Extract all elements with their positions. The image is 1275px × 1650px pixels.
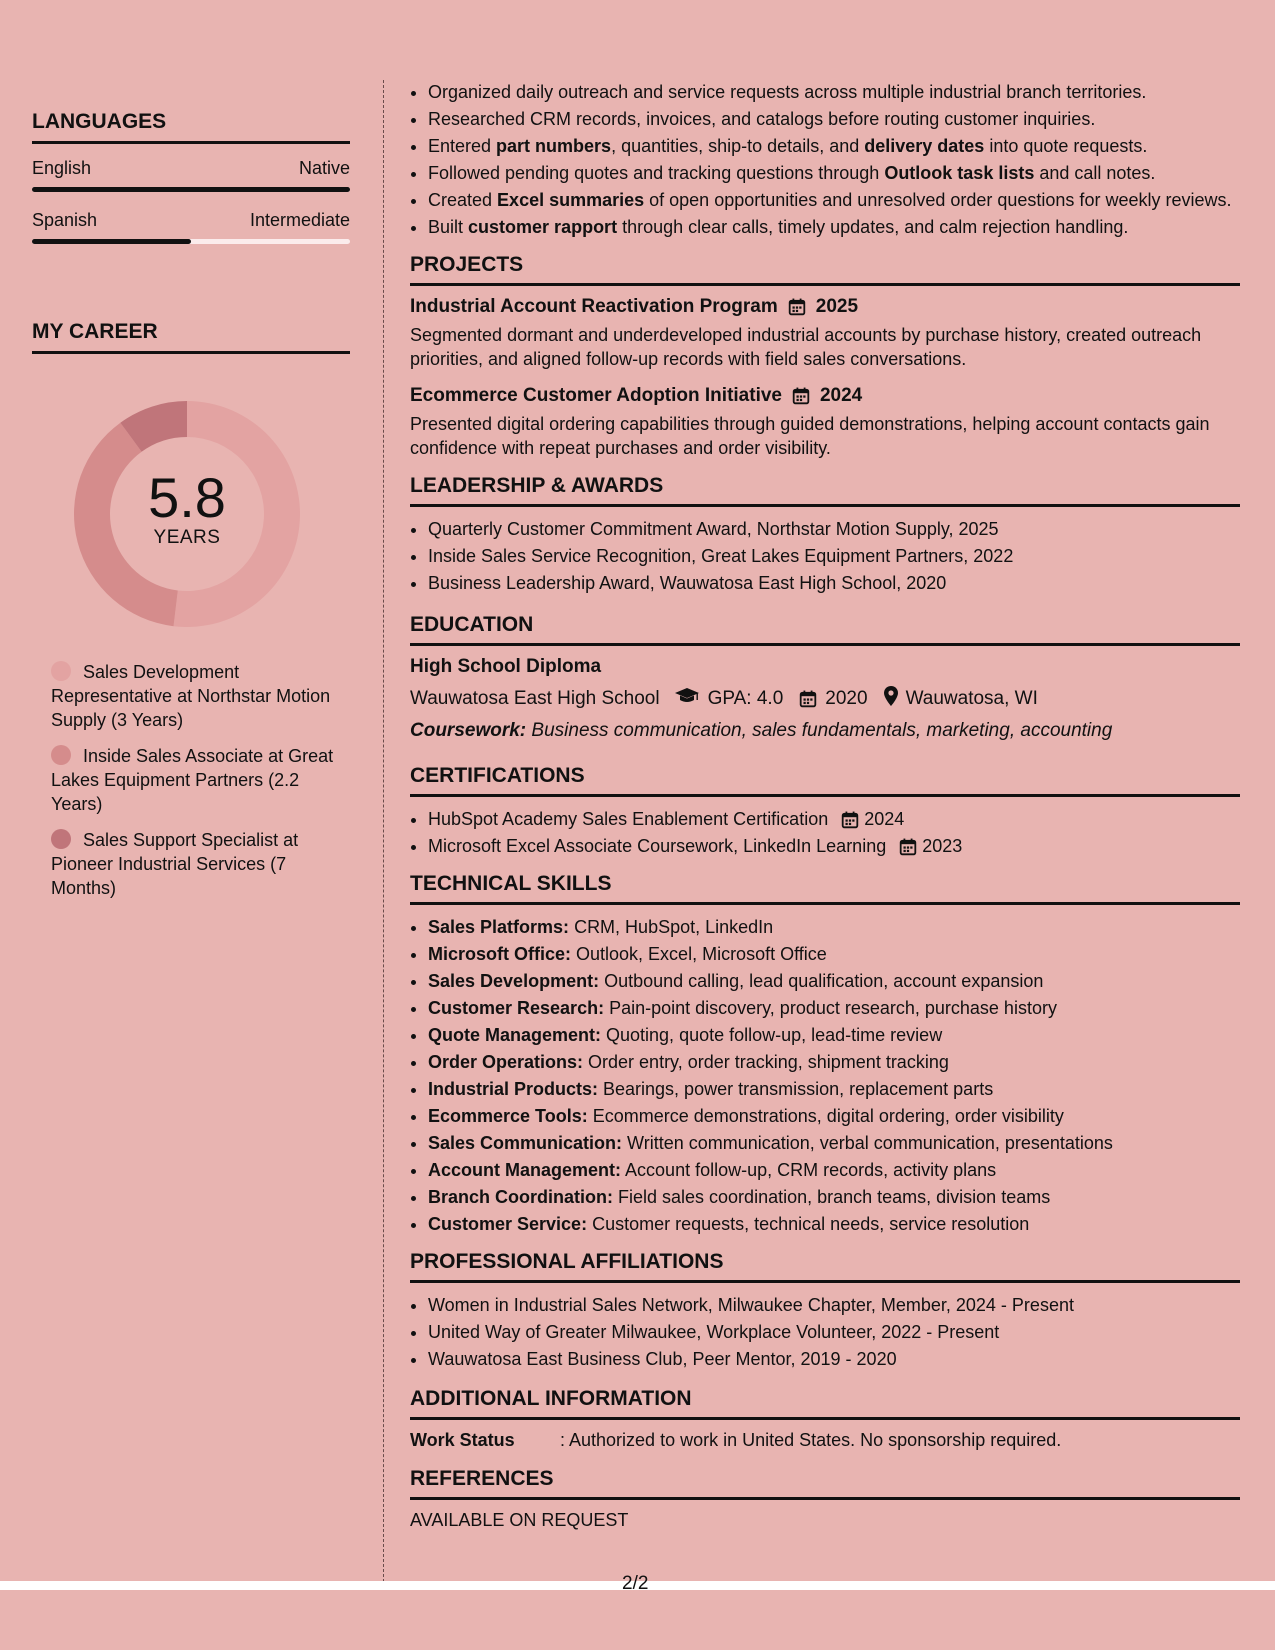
skill-label: Customer Service:: [428, 1214, 588, 1234]
column-divider: [383, 80, 384, 1582]
language-name: Spanish: [32, 210, 98, 230]
skill-item: [428, 1023, 1240, 1047]
affiliation-item: • Women in Industrial Sales Network, Milwaukee Chapter, Member, 2024 - Present: [428, 1293, 1240, 1317]
language-item: [32, 158, 350, 192]
skill-item: [428, 1104, 1240, 1128]
skill-value: Pain-point discovery, product research, purchase history: [604, 998, 1057, 1018]
skill-label: Ecommerce Tools:: [428, 1106, 588, 1126]
skill-item: [428, 942, 1240, 966]
experience-bullet: • Created Excel summaries of open opportunities and unresolved order questions for weekly reviews.: [428, 188, 1240, 212]
education-heading: EDUCATION: [410, 613, 1240, 646]
skill-item: [428, 996, 1240, 1020]
skill-label: Microsoft Office:: [428, 944, 572, 964]
career-legend-item: [51, 744, 350, 816]
work-status-label: Work Status: [410, 1430, 515, 1450]
skill-item: [428, 1185, 1240, 1209]
legend-dot: [51, 745, 71, 765]
career-legend-item: [51, 828, 350, 900]
language-list: [32, 158, 350, 244]
skill-label: Quote Management:: [428, 1025, 602, 1045]
calendar-icon: [799, 690, 817, 708]
career-legend-text: Sales Support Specialist at Pioneer Industrial Services (7 Months): [51, 830, 299, 898]
career-total-years: 5.8: [148, 466, 226, 529]
skills-list: [410, 915, 1240, 1236]
references-text: AVAILABLE ON REQUEST: [410, 1510, 629, 1530]
skill-value: CRM, HubSpot, LinkedIn: [569, 917, 774, 937]
calendar-icon: [788, 298, 806, 316]
project-item: [410, 296, 1240, 371]
leadership-item: • Inside Sales Service Recognition, Great Lakes Equipment Partners, 2022: [428, 544, 1240, 568]
emphasis-text: Excel summaries: [497, 190, 645, 210]
education-details: [410, 686, 1240, 712]
skill-value: Ecommerce demonstrations, digital ordering, order visibility: [587, 1106, 1064, 1126]
skill-value: Order entry, order tracking, shipment tracking: [583, 1052, 949, 1072]
main-column: [410, 80, 1240, 1531]
language-bar: [32, 187, 350, 192]
career-legend-item: [51, 660, 350, 732]
skill-value: Outlook, Excel, Microsoft Office: [571, 944, 827, 964]
project-description: Segmented dormant and underdeveloped industrial accounts by purchase history, created outreach priorities, and aligned follow-up records with field sales conversations.: [410, 325, 1202, 369]
language-level: Intermediate: [249, 210, 350, 230]
graduation-cap-icon: [674, 687, 700, 711]
skill-item: [428, 1212, 1240, 1236]
languages-heading: LANGUAGES: [32, 110, 350, 144]
education-coursework: [410, 720, 1240, 742]
affiliations-list: [410, 1293, 1240, 1371]
skill-item: [428, 1077, 1240, 1101]
emphasis-text: Outlook task lists: [884, 163, 1035, 183]
certification-item: [428, 807, 1240, 831]
experience-bullets: [410, 80, 1240, 239]
calendar-icon: [899, 836, 917, 854]
skill-label: Branch Coordination:: [428, 1187, 613, 1207]
skill-value: Bearings, power transmission, replacement parts: [598, 1079, 994, 1099]
skill-value: Customer requests, technical needs, service resolution: [587, 1214, 1030, 1234]
experience-bullet: • Researched CRM records, invoices, and catalogs before routing customer inquiries.: [428, 107, 1240, 131]
emphasis-text: delivery dates: [864, 136, 985, 156]
skill-value: Written communication, verbal communication, presentations: [622, 1133, 1113, 1153]
skill-label: Order Operations:: [428, 1052, 584, 1072]
skill-label: Sales Communication:: [428, 1133, 623, 1153]
career-donut: [67, 394, 307, 634]
sidebar: [32, 110, 350, 912]
language-bar-fill: [32, 239, 191, 244]
certifications-list: [410, 807, 1240, 858]
work-status-value: : Authorized to work in United States. No sponsorship required.: [560, 1430, 1062, 1450]
affiliations-heading: PROFESSIONAL AFFILIATIONS: [410, 1250, 1240, 1283]
skill-label: Industrial Products:: [428, 1079, 599, 1099]
language-bar-fill: [32, 187, 350, 192]
leadership-list: [410, 517, 1240, 595]
work-status-row: [410, 1430, 1240, 1451]
career-legend-text: Inside Sales Associate at Great Lakes Equipment Partners (2.2 Years): [51, 746, 334, 814]
experience-bullet: • Entered part numbers, quantities, ship-to details, and delivery dates into quote requests.: [428, 134, 1240, 158]
skill-label: Sales Development:: [428, 971, 600, 991]
leadership-heading: LEADERSHIP & AWARDS: [410, 474, 1240, 507]
language-name: English: [32, 158, 92, 178]
experience-bullet: • Followed pending quotes and tracking questions through Outlook task lists and call notes.: [428, 161, 1240, 185]
language-level: Native: [298, 158, 350, 178]
skill-item: [428, 969, 1240, 993]
skill-item: [428, 1131, 1240, 1155]
education-gpa: GPA: 4.0: [707, 688, 784, 709]
references-heading: REFERENCES: [410, 1467, 1240, 1500]
coursework-label: Coursework:: [410, 720, 527, 741]
additional-heading: ADDITIONAL INFORMATION: [410, 1387, 1240, 1420]
certification-year: 2023: [922, 836, 963, 856]
leadership-item: • Business Leadership Award, Wauwatosa East High School, 2020: [428, 571, 1240, 595]
project-description: Presented digital ordering capabilities through guided demonstrations, helping account contacts gain confidence with repeat purchases and order visibility.: [410, 414, 1210, 458]
location-pin-icon: [884, 686, 898, 712]
certification-year: 2024: [864, 809, 905, 829]
emphasis-text: part numbers: [496, 136, 612, 156]
language-item: [32, 210, 350, 244]
education-location: Wauwatosa, WI: [905, 688, 1038, 709]
skills-heading: TECHNICAL SKILLS: [410, 872, 1240, 905]
skill-label: Account Management:: [428, 1160, 622, 1180]
career-legend: [32, 660, 350, 900]
legend-dot: [51, 661, 71, 681]
certification-name: HubSpot Academy Sales Enablement Certification: [428, 809, 829, 829]
experience-bullet: • Built customer rapport through clear calls, timely updates, and calm rejection handling.: [428, 215, 1240, 239]
project-year: 2024: [819, 385, 863, 406]
projects-heading: PROJECTS: [410, 253, 1240, 286]
coursework-text: Business communication, sales fundamentals, marketing, accounting: [531, 720, 1113, 741]
emphasis-text: customer rapport: [468, 217, 618, 237]
skill-value: Field sales coordination, branch teams, division teams: [613, 1187, 1051, 1207]
career-legend-text: Sales Development Representative at Northstar Motion Supply (3 Years): [51, 662, 331, 730]
certification-name: Microsoft Excel Associate Coursework, LinkedIn Learning: [428, 836, 887, 856]
legend-dot: [51, 829, 71, 849]
experience-bullet: • Organized daily outreach and service requests across multiple industrial branch territories.: [428, 80, 1240, 104]
calendar-icon: [792, 387, 810, 405]
skill-value: Account follow-up, CRM records, activity plans: [621, 1160, 997, 1180]
affiliation-item: • Wauwatosa East Business Club, Peer Mentor, 2019 - 2020: [428, 1347, 1240, 1371]
calendar-icon: [841, 809, 859, 827]
skill-value: Outbound calling, lead qualification, account expansion: [599, 971, 1044, 991]
skill-item: [428, 915, 1240, 939]
career-total-unit: YEARS: [153, 527, 221, 548]
project-year: 2025: [815, 296, 859, 317]
skill-label: Customer Research:: [428, 998, 605, 1018]
leadership-item: • Quarterly Customer Commitment Award, Northstar Motion Supply, 2025: [428, 517, 1240, 541]
affiliation-item: • United Way of Greater Milwaukee, Workplace Volunteer, 2022 - Present: [428, 1320, 1240, 1344]
skill-label: Sales Platforms:: [428, 917, 570, 937]
certification-item: [428, 834, 1240, 858]
education-degree: High School Diploma: [410, 656, 602, 677]
page-number: 2/2: [622, 1573, 649, 1594]
education-school: Wauwatosa East High School: [410, 688, 660, 709]
career-heading: MY CAREER: [32, 320, 350, 354]
skill-item: [428, 1158, 1240, 1182]
skill-item: [428, 1050, 1240, 1074]
project-item: [410, 385, 1240, 460]
project-title: Ecommerce Customer Adoption Initiative: [410, 385, 782, 406]
education-year: 2020: [825, 688, 868, 709]
language-bar: [32, 239, 350, 244]
certifications-heading: CERTIFICATIONS: [410, 764, 1240, 797]
project-title: Industrial Account Reactivation Program: [410, 296, 778, 317]
skill-value: Quoting, quote follow-up, lead-time review: [601, 1025, 943, 1045]
